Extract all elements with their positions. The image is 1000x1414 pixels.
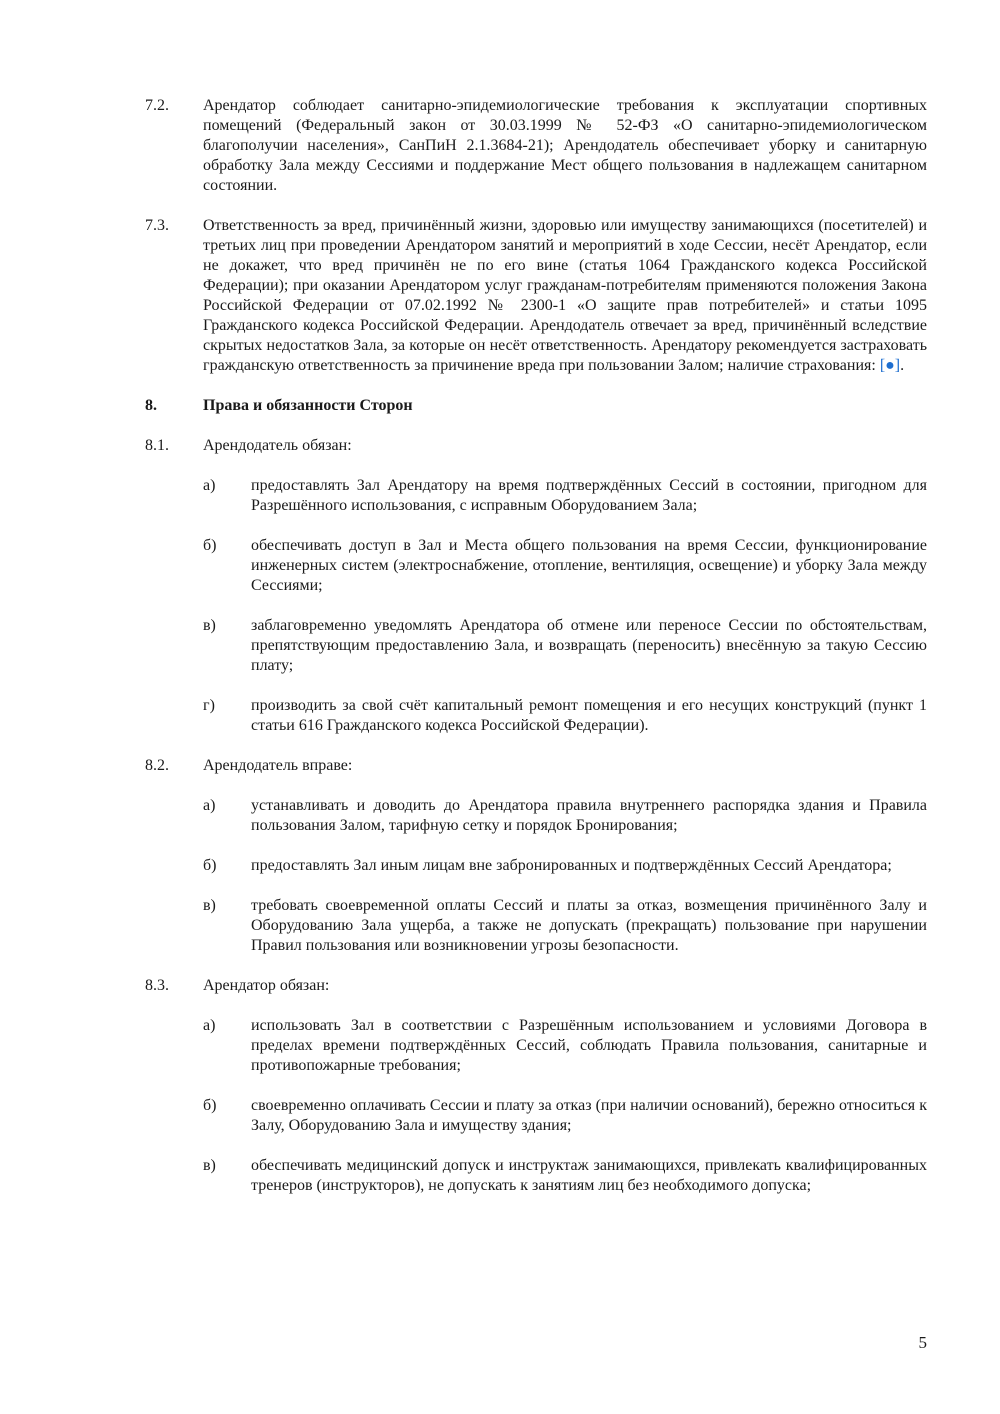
item-letter: а) <box>203 477 216 494</box>
clause-number: 7.2. <box>145 97 169 114</box>
clause-number: 7.3. <box>145 217 169 234</box>
clause-8-2-items <box>203 796 927 956</box>
item-letter: в) <box>203 897 216 914</box>
clause-8-1 <box>145 436 927 456</box>
list-item <box>203 796 927 836</box>
item-letter: б) <box>203 537 217 554</box>
clause-text: Арендатор соблюдает санитарно-эпидемиологические требования к эксплуатации спортивных помещений (Федеральный закон от 30.03.1999 № 52-ФЗ «О санитарно-эпидемиологическом благополучии населения», СанПиН 2.1.3684-21); Арендодатель обеспечивает уборку и санитарную обработку Зала между Сессиями и поддержание Мест общего пользования в надлежащем санитарном состоянии. <box>203 97 927 194</box>
clause-text: Арендодатель вправе: <box>203 757 353 774</box>
clause-7-2 <box>145 96 927 196</box>
clause-8-1-items <box>203 476 927 736</box>
item-letter: а) <box>203 1017 216 1034</box>
clause-text: Арендатор обязан: <box>203 977 330 994</box>
item-letter: в) <box>203 1157 216 1174</box>
clause-7-3 <box>145 216 927 376</box>
list-item <box>203 856 927 876</box>
list-item <box>203 616 927 676</box>
list-item <box>203 696 927 736</box>
clause-text <box>203 216 927 376</box>
item-letter: г) <box>203 697 215 714</box>
insurance-placeholder: [●] <box>879 357 901 374</box>
clause-8-2 <box>145 756 927 776</box>
item-text: использовать Зал в соответствии с Разрешённым использованием и условиями Договора в пределах времени подтверждённых Сессий, соблюдать Правила пользования, санитарные и противопожарные требования; <box>251 1017 927 1074</box>
item-text: требовать своевременной оплаты Сессий и платы за отказ, возмещения причинённого Залу и Оборудованию Зала ущерба, а также не допускать (прекращать) пользование при нарушении Правил пользования или возникновении угрозы безопасности. <box>251 897 927 954</box>
item-text: заблаговременно уведомлять Арендатора об отмене или переносе Сессии по обстоятельствам, препятствующим предоставлению Зала, и возвращать (переносить) внесённую за такую Сессию плату; <box>251 617 927 674</box>
item-letter: б) <box>203 1097 217 1114</box>
clause-number: 8.1. <box>145 437 169 454</box>
clause-body: Ответственность за вред, причинённый жизни, здоровью или имуществу занимающихся (посетителей) и третьих лиц при проведении Арендатором занятий и мероприятий в ходе Сессии, несёт Арендатор, если не докажет, что вред причинён не по его вине (статья 1064 Гражданского кодекса Российской Федерации); при оказании Арендатором услуг гражданам-потребителям применяются положения Закона Российской Федерации от 07.02.1992 № 2300-1 «О защите прав потребителей» и статьи 1095 Гражданского кодекса Российской Федерации. Арендодатель отвечает за вред, причинённый вследствие скрытых недостатков Зала, за которые он несёт ответственность. Арендатору рекомендуется застраховать гражданскую ответственность за причинение вреда при пользовании Залом; наличие страхования: <box>203 217 927 374</box>
list-item <box>203 476 927 516</box>
clause-8-3 <box>145 976 927 996</box>
section-number: 8. <box>145 397 157 414</box>
clause-text: Арендодатель обязан: <box>203 437 352 454</box>
item-letter: а) <box>203 797 216 814</box>
list-item <box>203 896 927 956</box>
clause-tail: . <box>900 357 905 374</box>
list-item <box>203 536 927 596</box>
list-item <box>203 1016 927 1076</box>
clause-number: 8.3. <box>145 977 169 994</box>
clause-8-3-items <box>203 1016 927 1196</box>
item-letter: б) <box>203 857 217 874</box>
item-text: устанавливать и доводить до Арендатора правила внутреннего распорядка здания и Правила пользования Залом, тарифную сетку и порядок Бронирования; <box>251 797 927 834</box>
item-text: предоставлять Зал Арендатору на время подтверждённых Сессий в состоянии, пригодном для Разрешённого использования, с исправным Оборудованием Зала; <box>251 477 927 514</box>
list-item <box>203 1156 927 1196</box>
item-text: предоставлять Зал иным лицам вне забронированных и подтверждённых Сессий Арендатора; <box>251 857 892 874</box>
section-heading <box>145 396 927 416</box>
document-page <box>145 96 927 1216</box>
item-letter: в) <box>203 617 216 634</box>
item-text: обеспечивать доступ в Зал и Места общего пользования на время Сессии, функционирование инженерных систем (электроснабжение, отопление, вентиляция, освещение) и уборку Зала между Сессиями; <box>251 537 927 594</box>
list-item <box>203 1096 927 1136</box>
item-text: производить за свой счёт капитальный ремонт помещения и его несущих конструкций (пункт 1 статьи 616 Гражданского кодекса Российской Федерации). <box>251 697 927 734</box>
section-title: Права и обязанности Сторон <box>203 397 413 414</box>
clause-number: 8.2. <box>145 757 169 774</box>
item-text: своевременно оплачивать Сессии и плату за отказ (при наличии оснований), бережно относиться к Залу, Оборудованию Зала и имуществу здания; <box>251 1097 927 1134</box>
item-text: обеспечивать медицинский допуск и инструктаж занимающихся, привлекать квалифицированных тренеров (инструкторов), не допускать к занятиям лиц без необходимого допуска; <box>251 1157 927 1194</box>
page-number: 5 <box>918 1333 927 1352</box>
